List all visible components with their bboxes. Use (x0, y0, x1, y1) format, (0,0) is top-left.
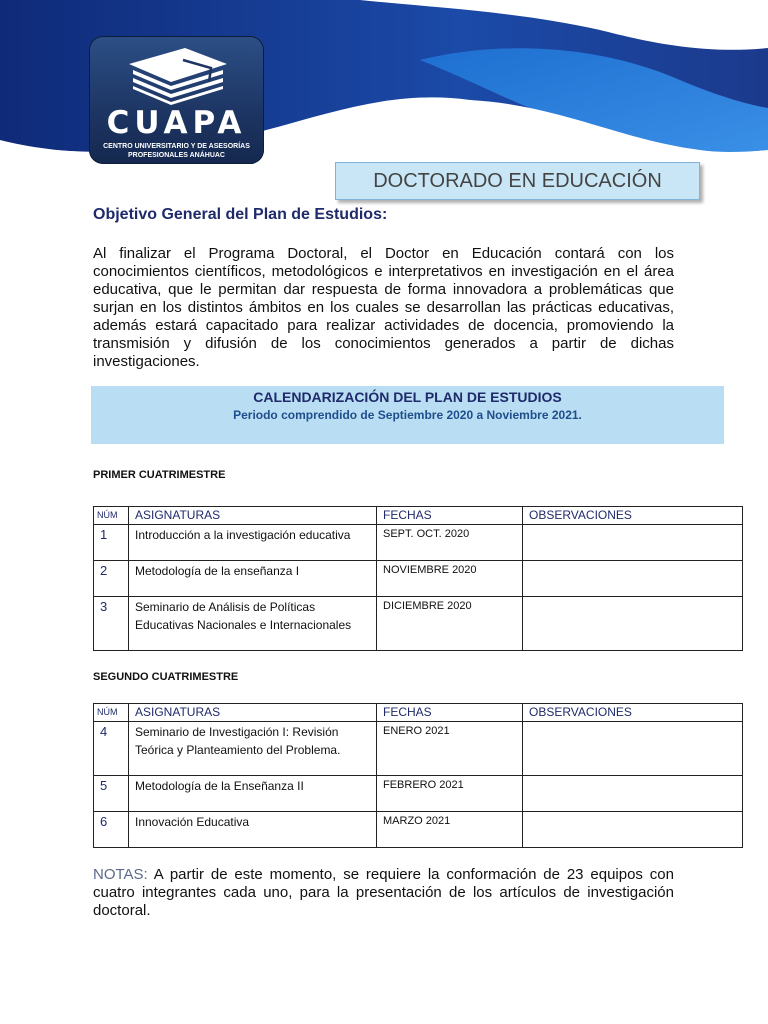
col-notes-header: OBSERVACIONES (523, 704, 743, 722)
row-observation (523, 812, 743, 848)
row-num: 6 (94, 812, 129, 848)
term-2-table (93, 703, 743, 848)
table-row (94, 776, 743, 812)
row-num: 2 (94, 561, 129, 597)
table-header-row (94, 704, 743, 722)
graduation-cap-books-icon (123, 42, 231, 106)
calendar-title: CALENDARIZACIÓN DEL PLAN DE ESTUDIOS (253, 389, 562, 405)
row-observation (523, 597, 743, 651)
col-dates-header: FECHAS (377, 507, 523, 525)
col-subject-header: ASIGNATURAS (129, 704, 377, 722)
table-row (94, 722, 743, 776)
row-subject: Innovación Educativa (129, 812, 377, 848)
row-num: 5 (94, 776, 129, 812)
calendar-banner (91, 386, 724, 444)
row-num: 3 (94, 597, 129, 651)
row-subject: Metodología de la enseñanza I (129, 561, 377, 597)
col-num-header: NÚM (94, 704, 129, 722)
row-date: NOVIEMBRE 2020 (377, 561, 523, 597)
row-date: SEPT. OCT. 2020 (377, 525, 523, 561)
cuapa-logo (89, 36, 264, 164)
row-observation (523, 525, 743, 561)
row-subject: Seminario de Análisis de Políticas Educativas Nacionales e Internacionales (129, 597, 377, 651)
objective-text: Al finalizar el Programa Doctoral, el Doctor en Educación contará con los conocimientos científicos, metodológicos e interpretativos en investigación en el área educativa, que le permitan dar respuesta de forma innovadora a problemáticas que surjan en los distintos ámbitos en los cuales se desarrollan las prácticas educativas, además estará capacitado para realizar actividades de docencia, promoviendo la transmisión y difusión de los conocimientos generados a partir de dichas investigaciones. (93, 245, 674, 370)
objective-heading: Objetivo General del Plan de Estudios: (93, 206, 388, 223)
row-num: 4 (94, 722, 129, 776)
term-2-label: SEGUNDO CUATRIMESTRE (93, 671, 239, 683)
row-observation (523, 776, 743, 812)
logo-name: CUAPA (106, 105, 247, 141)
row-num: 1 (94, 525, 129, 561)
row-subject: Introducción a la investigación educativa (129, 525, 377, 561)
row-subject: Seminario de Investigación I: Revisión Teórica y Planteamiento del Problema. (129, 722, 377, 776)
col-notes-header: OBSERVACIONES (523, 507, 743, 525)
table-row (94, 525, 743, 561)
table-row (94, 561, 743, 597)
notes-text: A partir de este momento, se requiere la conformación de 23 equipos con cuatro integrantes cada uno, para la presentación de los artículos de investigación doctoral. (93, 866, 674, 919)
table-row (94, 812, 743, 848)
col-num-header: NÚM (94, 507, 129, 525)
notes-paragraph (93, 866, 674, 920)
row-date: DICIEMBRE 2020 (377, 597, 523, 651)
term-1-label: PRIMER CUATRIMESTRE (93, 469, 226, 481)
table-row (94, 597, 743, 651)
row-date: FEBRERO 2021 (377, 776, 523, 812)
calendar-period: Periodo comprendido de Septiembre 2020 a Noviembre 2021. (233, 408, 582, 422)
row-date: MARZO 2021 (377, 812, 523, 848)
row-observation (523, 722, 743, 776)
notes-label: NOTAS: (93, 866, 148, 883)
term-1-table (93, 506, 743, 651)
row-observation (523, 561, 743, 597)
table-header-row (94, 507, 743, 525)
program-title: DOCTORADO EN EDUCACIÓN (335, 162, 700, 200)
row-subject: Metodología de la Enseñanza II (129, 776, 377, 812)
row-date: ENERO 2021 (377, 722, 523, 776)
col-subject-header: ASIGNATURAS (129, 507, 377, 525)
col-dates-header: FECHAS (377, 704, 523, 722)
logo-subtitle: CENTRO UNIVERSITARIO Y DE ASESORÍAS PROFESIONALES ANÁHUAC (103, 143, 250, 159)
